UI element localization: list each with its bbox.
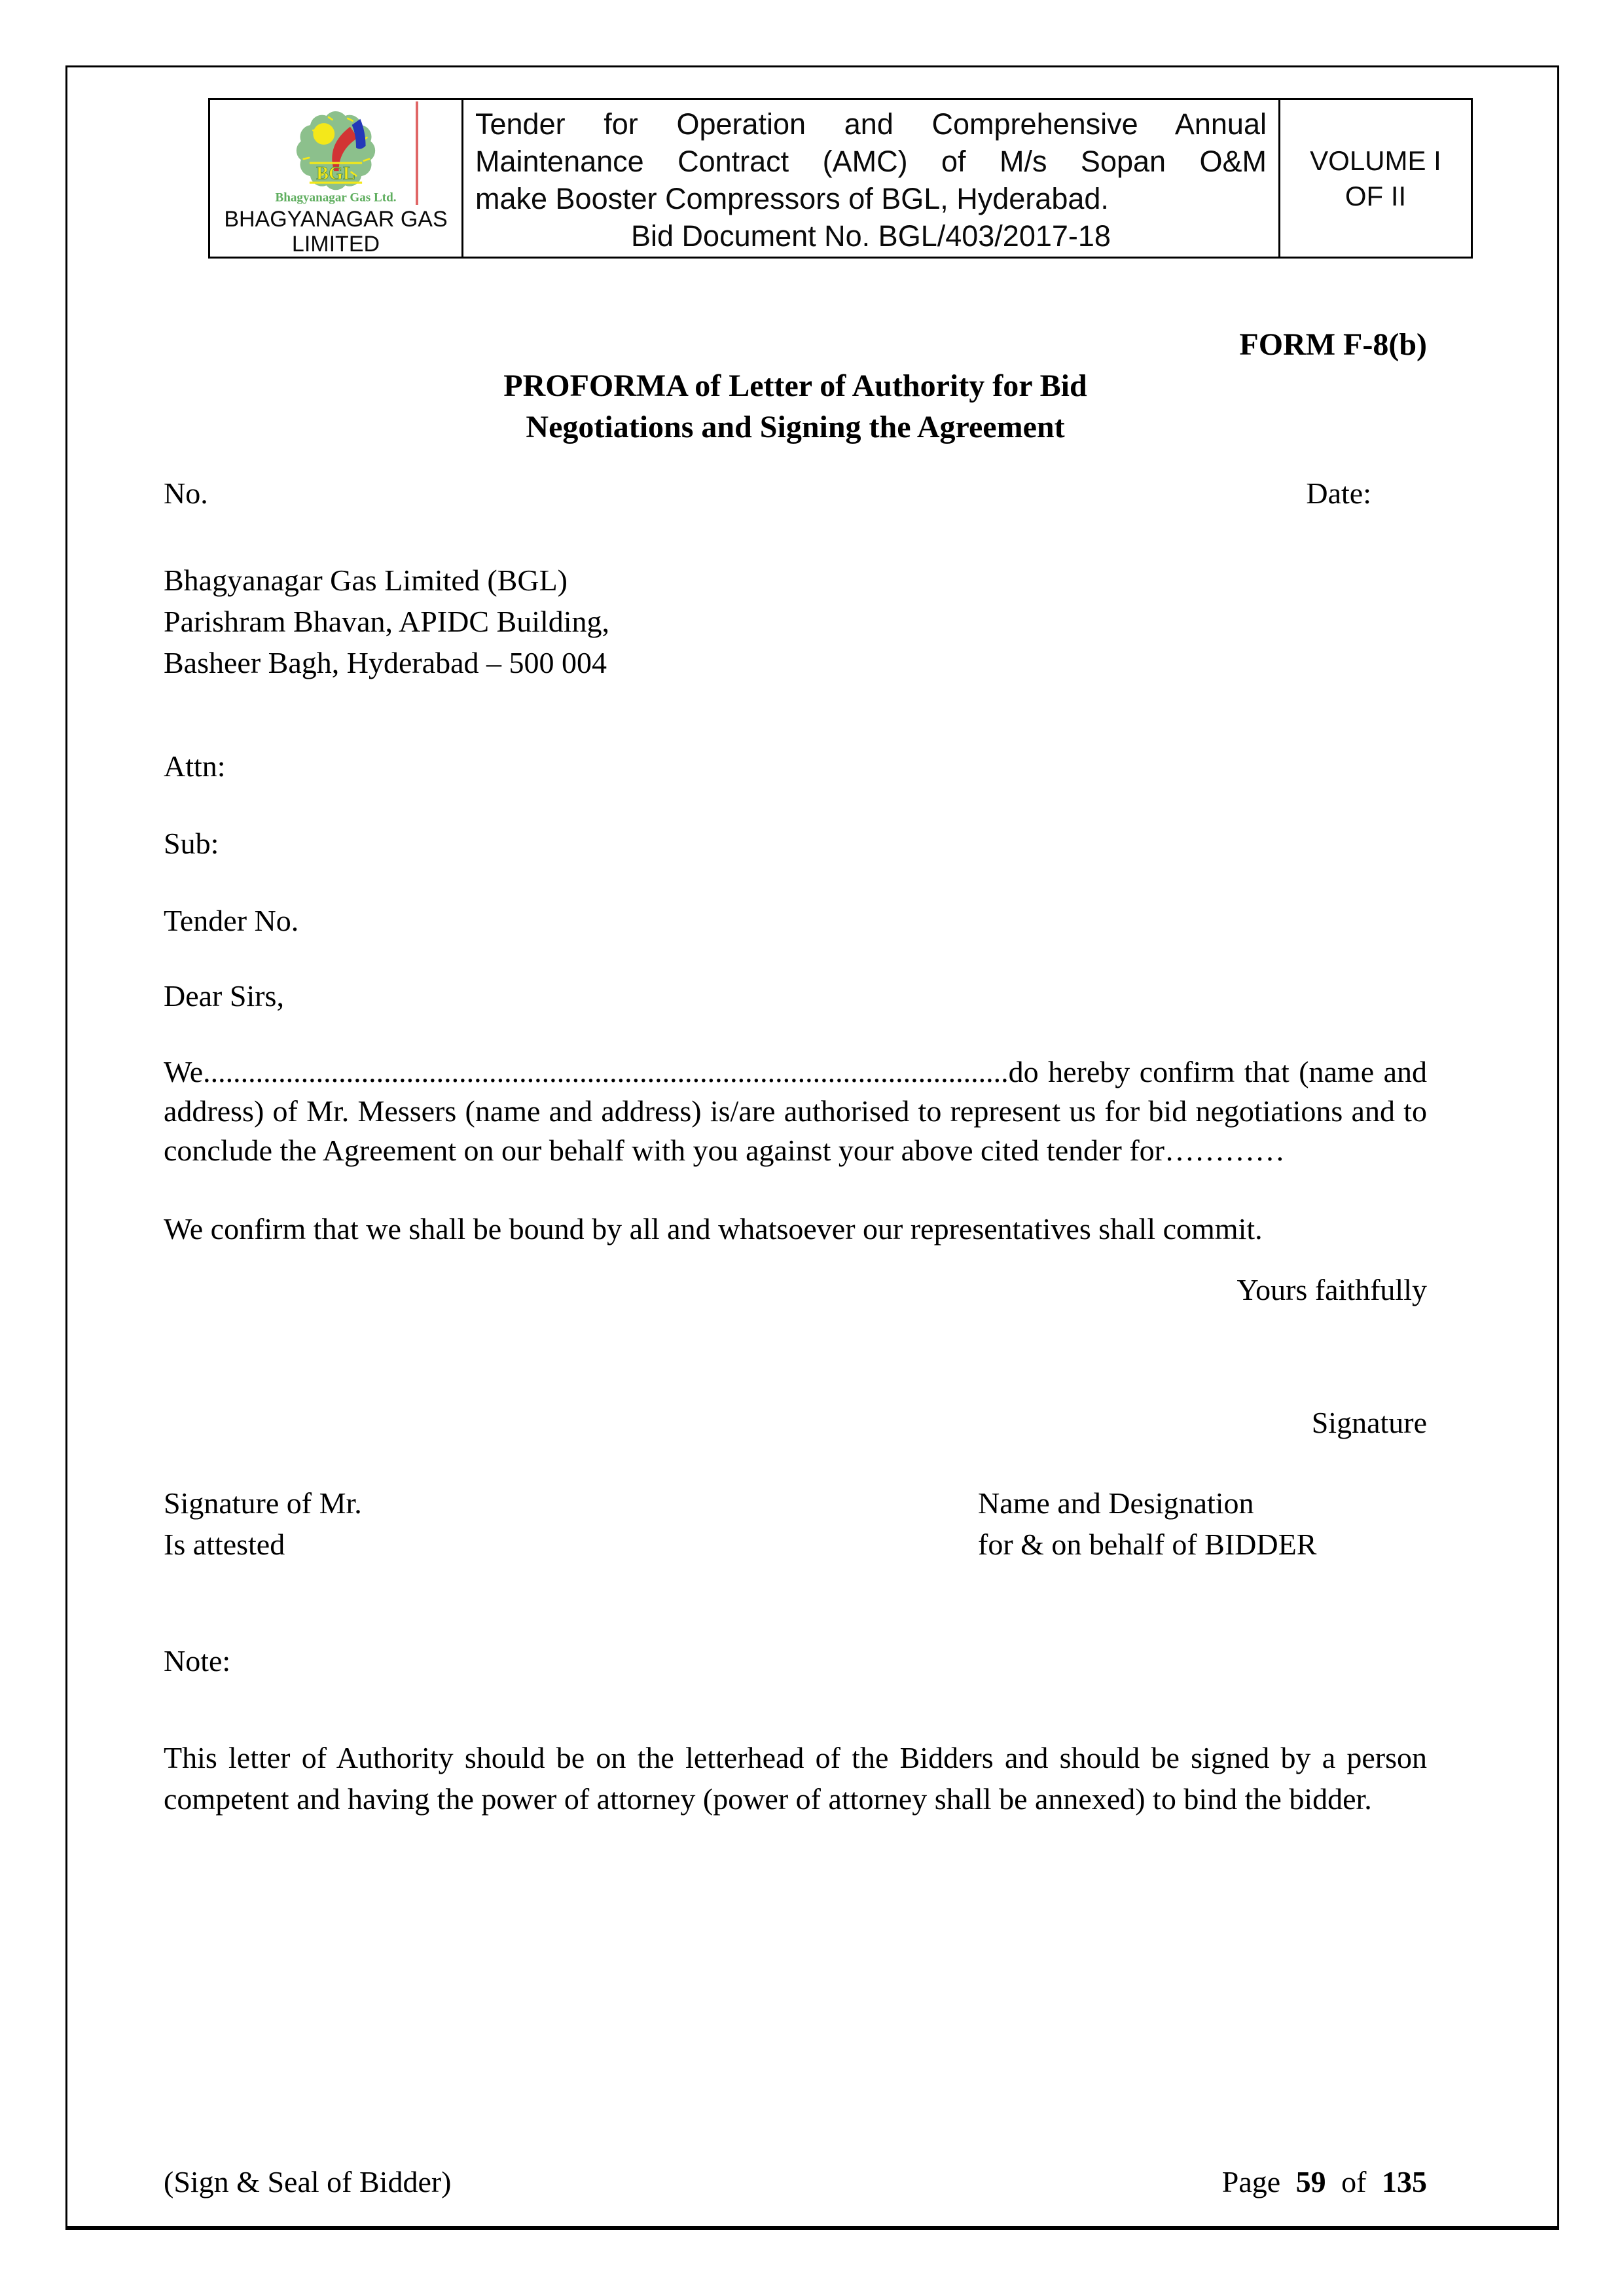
logo-caption: Bhagyanagar Gas Ltd.: [275, 190, 397, 205]
letter-content: [164, 0, 1427, 1820]
title-line-4: Bid Document No. BGL/403/2017-18: [631, 219, 1111, 253]
date-label: Date:: [1306, 476, 1371, 510]
title-line-3: make Booster Compressors of BGL, Hyderabad.: [475, 182, 1109, 215]
attn-label: Attn:: [164, 749, 226, 783]
company-name-line1: BHAGYANAGAR GAS: [224, 207, 448, 232]
salutation: Dear Sirs,: [164, 979, 284, 1013]
title-line-1: Tender for Operation and Comprehensive Annual: [475, 107, 1267, 141]
address-line: Parishram Bhavan, APIDC Building,: [164, 605, 610, 638]
logo-acronym: BGL: [316, 163, 355, 184]
body-paragraph-2: We confirm that we shall be bound by all and whatsoever our representatives shall commit.: [164, 1212, 1263, 1246]
page-current: 59: [1295, 2165, 1326, 2198]
form-heading-line1: PROFORMA of Letter of Authority for Bid: [503, 368, 1087, 403]
footer-page-number: [1222, 2161, 1427, 2202]
volume-label-line1: VOLUME I: [1310, 145, 1441, 176]
sig-left-line2: Is attested: [164, 1528, 285, 1561]
tender-no-label: Tender No.: [164, 904, 299, 937]
address-block: [164, 560, 1427, 683]
company-name-line2: LIMITED: [291, 232, 380, 257]
note-label: Note:: [164, 1644, 231, 1677]
no-label: No.: [164, 476, 208, 510]
closing-yours-faithfully: Yours faithfully: [1236, 1273, 1427, 1306]
sig-right-line1: Name and Designation: [978, 1486, 1254, 1520]
page-footer: [164, 2161, 1427, 2202]
page-word: Page: [1221, 2165, 1281, 2198]
sig-right-line2: for & on behalf of BIDDER: [978, 1528, 1317, 1561]
sig-left-line1: Signature of Mr.: [164, 1486, 362, 1520]
page-total: 135: [1382, 2165, 1427, 2198]
footer-sign-seal: (Sign & Seal of Bidder): [164, 2165, 452, 2198]
address-line: Basheer Bagh, Hyderabad – 500 004: [164, 646, 607, 679]
form-heading-line2: Negotiations and Signing the Agreement: [526, 410, 1065, 444]
name-designation-right: [978, 1482, 1316, 1565]
address-line: Bhagyanagar Gas Limited (BGL): [164, 564, 568, 597]
sub-label: Sub:: [164, 827, 219, 860]
signature-label: Signature: [1311, 1406, 1427, 1439]
note-paragraph: This letter of Authority should be on the letterhead of the Bidders and should be signed by a person competent and having the power of attorney (power of attorney shall be annexed) to bind the bidder.: [164, 1741, 1427, 1816]
signature-attestation-row: [164, 1482, 1427, 1565]
page-of-word: of: [1341, 2165, 1367, 2198]
form-number-label: FORM F-8(b): [1239, 327, 1427, 362]
no-date-row: [164, 473, 1427, 514]
volume-label-line2: OF II: [1344, 180, 1407, 211]
body-paragraph-1: We...........................................................................................................do hereby confirm that (name and address) of Mr. Messers (name and address) is/are authorised to represent us for bid negotiations and to conclude the Agreement on our behalf with you against your above cited tender for…………: [164, 1055, 1427, 1167]
title-line-2: Maintenance Contract (AMC) of M/s Sopan O&M: [475, 145, 1267, 178]
form-heading: [164, 365, 1427, 448]
